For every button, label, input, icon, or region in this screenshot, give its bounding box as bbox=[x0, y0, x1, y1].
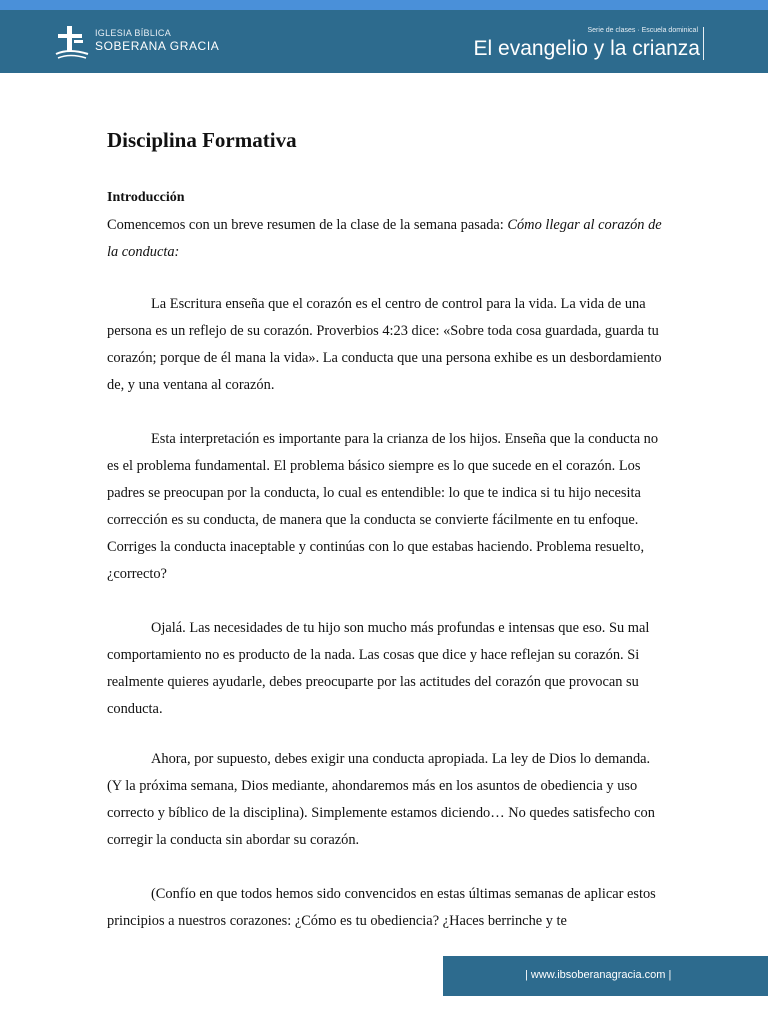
body-paragraph-2: Esta interpretación es importante para la crianza de los hijos. Enseña que la conducta no es el problema fundamental. El problema básico siempre es lo que sucede en el corazón. Los padres se preocupan por la conducta, lo cual es entendible: lo que te indica si tu hijo necesita corrección es su conducta, de manera que la conducta se convierte fácilmente en tu enfoque. Corriges la conducta inaceptable y continúas con lo que estabas haciendo. Problema resuelto, ¿correcto? bbox=[107, 431, 659, 582]
section-heading: Introducción bbox=[107, 190, 185, 205]
website-link[interactable]: | www.ibsoberanagracia.com | bbox=[525, 969, 672, 981]
intro-italic-text: Cómo llegar al corazón de la conducta: bbox=[107, 217, 662, 260]
body-paragraph-1: La Escritura enseña que el corazón es el centro de control para la vida. La vida de una persona es un reflejo de su corazón. Proverbios 4:23 dice: «Sobre toda cosa guardada, guarda tu corazón; porque de él mana la vida». La conducta que una persona exhibe es un desbordamiento de, y una ventana al corazón. bbox=[107, 296, 662, 393]
church-logo bbox=[54, 24, 224, 60]
body-paragraph-5: (Confío en que todos hemos sido convencidos en estas últimas semanas de aplicar estos principios a nuestros corazones: ¿Cómo es tu obediencia? ¿Haces berrinche y te bbox=[107, 886, 656, 929]
cross-icon bbox=[54, 24, 90, 60]
top-accent-stripe bbox=[0, 0, 768, 10]
body-paragraph-3: Ojalá. Las necesidades de tu hijo son mucho más profundas e intensas que eso. Su mal comportamiento no es producto de la nada. Las cosas que dice y hace reflejan su corazón. Si realmente quieres ayudarle, debes preocuparte por las actitudes del corazón que provocan su conducta. bbox=[107, 620, 650, 717]
body-paragraph-4: Ahora, por supuesto, debes exigir una conducta apropiada. La ley de Dios lo demanda. (Y la próxima semana, Dios mediante, ahondaremos más en los asuntos de obediencia y uso correcto y bíblico de la disciplina). Simplemente estamos diciendo… No quedes satisfecho con corregir la conducta sin abordar su corazón. bbox=[107, 751, 655, 848]
series-caption: Serie de clases · Escuela dominical bbox=[587, 27, 698, 34]
logo-line-2: SOBERANA GRACIA bbox=[95, 39, 220, 53]
document-title: Disciplina Formativa bbox=[107, 128, 297, 152]
logo-line-1: IGLESIA BÍBLICA bbox=[95, 28, 172, 38]
page-footer bbox=[443, 956, 768, 996]
intro-text: Comencemos con un breve resumen de la clase de la semana pasada: bbox=[107, 217, 508, 233]
header-divider bbox=[703, 27, 704, 60]
intro-paragraph bbox=[107, 212, 667, 266]
page-header bbox=[0, 10, 768, 73]
series-title: El evangelio y la crianza bbox=[473, 37, 700, 60]
